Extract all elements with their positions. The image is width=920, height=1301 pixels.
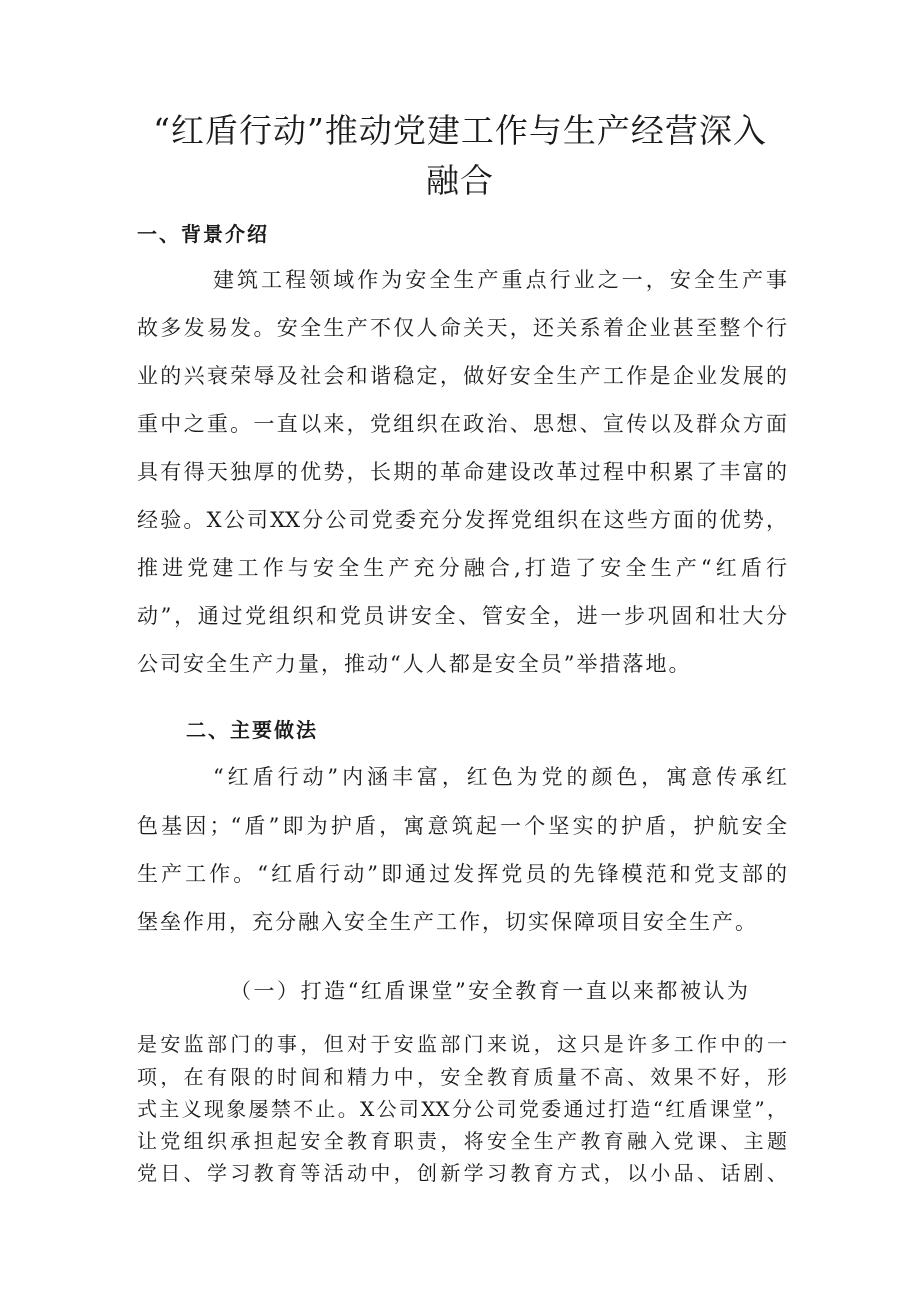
- section-1-paragraph-line: 经验。X公司XX分公司党委充分发挥党组织在这些方面的优势，: [137, 508, 787, 532]
- subsection-1-paragraph-line: 项，在有限的时间和精力中，安全教育质量不高、效果不好，形: [137, 1065, 787, 1089]
- section-1-paragraph-line: 业的兴衰荣辱及社会和谐稳定，做好安全生产工作是企业发展的: [137, 364, 787, 388]
- subsection-1-paragraph-line: 党日、学习教育等活动中，创新学习教育方式，以小品、话剧、: [137, 1161, 787, 1185]
- document-title-line-1: “红盾行动”推动党建工作与生产经营深入: [153, 111, 767, 150]
- subsection-1-paragraph-line: 让党组织承担起安全教育职责，将安全生产教育融入党课、主题: [137, 1129, 787, 1153]
- section-2-paragraph-line: 生产工作。“红盾行动”即通过发挥党员的先锋模范和党支部的: [137, 862, 787, 886]
- section-2-paragraph-line: “红盾行动”内涵丰富，红色为党的颜色，寓意传承红: [213, 765, 787, 789]
- section-1-paragraph-line: 建筑工程领域作为安全生产重点行业之一，安全生产事: [213, 268, 787, 292]
- section-2-heading: 二、主要做法: [186, 718, 318, 742]
- subsection-1-heading-line: （一）打造“红盾课堂”安全教育一直以来都被认为: [230, 979, 748, 1003]
- section-1-heading: 一、背景介绍: [137, 222, 269, 246]
- subsection-1-paragraph-line: 式主义现象屡禁不止。X公司XX分公司党委通过打造“红盾课堂”，: [137, 1097, 787, 1121]
- subsection-1-paragraph-line: 是安监部门的事，但对于安监部门来说，这只是许多工作中的一: [137, 1032, 787, 1056]
- section-1-paragraph-line: 重中之重。一直以来，党组织在政治、思想、宣传以及群众方面: [137, 412, 787, 436]
- section-2-paragraph-line: 堡垒作用，充分融入安全生产工作，切实保障项目安全生产。: [137, 910, 758, 934]
- section-2-paragraph-line: 色基因；“盾”即为护盾，寓意筑起一个坚实的护盾，护航安全: [137, 814, 787, 838]
- section-1-paragraph-line: 故多发易发。安全生产不仅人命关天，还关系着企业甚至整个行: [137, 316, 787, 340]
- section-1-paragraph-line: 公司安全生产力量，推动“人人都是安全员”举措落地。: [137, 652, 692, 676]
- document-title-line-2: 融合: [426, 161, 494, 200]
- section-1-paragraph-line: 动”，通过党组织和党员讲安全、管安全，进一步巩固和壮大分: [137, 604, 787, 628]
- section-1-paragraph-line: 具有得天独厚的优势，长期的革命建设改革过程中积累了丰富的: [137, 460, 787, 484]
- section-1-paragraph-line: 推进党建工作与安全生产充分融合,打造了安全生产“红盾行: [137, 556, 787, 580]
